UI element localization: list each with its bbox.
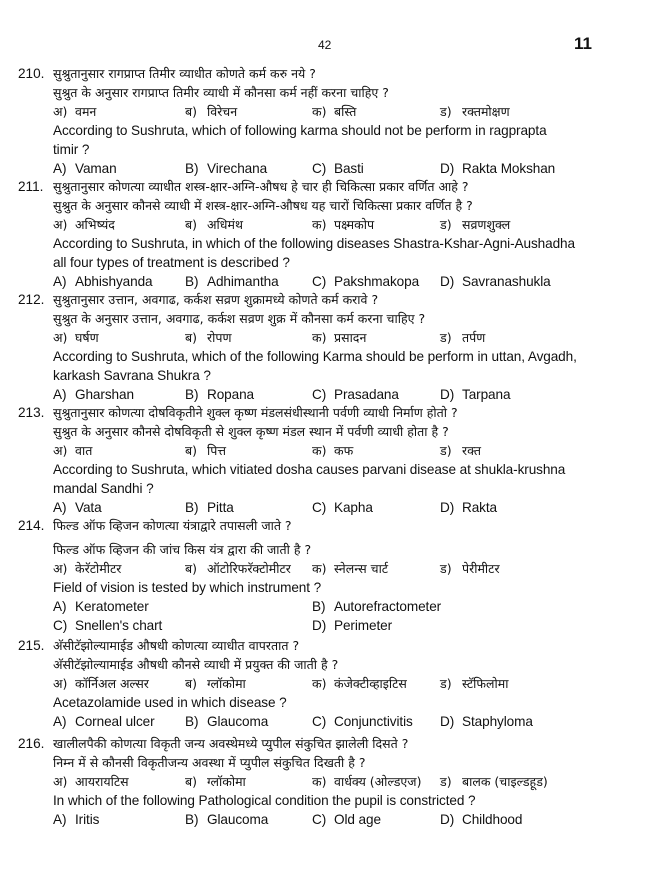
question-marathi: अ‍ॅसीटॅझोल्यामाईड औषधी कोणत्या व्याधीत वापरतात ?	[53, 638, 300, 653]
english-option	[185, 498, 234, 517]
question-english: According to Sushruta, which of the following Karma should be perform in uttan, Avgadh,	[53, 349, 577, 364]
question-english: In which of the following Pathological condition the pupil is constricted ?	[53, 793, 476, 808]
english-option	[440, 810, 522, 829]
english-option	[440, 385, 510, 404]
english-option	[312, 616, 392, 635]
option-text: Childhood	[462, 812, 523, 827]
hindi-option	[53, 328, 99, 347]
option-label: ड)	[440, 561, 452, 576]
option-text: पित्त	[207, 443, 226, 458]
option-label: क)	[312, 330, 327, 345]
question-english: Field of vision is tested by which instrument ?	[53, 580, 322, 595]
option-text: Keratometer	[75, 599, 149, 614]
english-option	[53, 385, 134, 404]
option-text: स्टॅफिलोमा	[462, 676, 509, 691]
option-text: Rakta	[462, 500, 498, 515]
hindi-option	[312, 102, 356, 121]
option-text: बालक (चाइल्डहूड)	[462, 774, 548, 789]
hindi-option	[53, 772, 129, 791]
option-label: ड)	[440, 330, 452, 345]
english-option	[185, 712, 268, 731]
option-label: अ)	[53, 676, 68, 691]
option-text: Snellen's chart	[75, 618, 163, 633]
option-label: ड)	[440, 443, 452, 458]
english-option	[312, 385, 399, 404]
option-text: केरॅटोमीटर	[75, 561, 122, 576]
option-label: A)	[53, 274, 67, 289]
option-text: Pakshmakopa	[334, 274, 420, 289]
option-text: Adhimantha	[207, 274, 279, 289]
question-hindi: निम्न में से कौनसी विकृतीजन्य अवस्था में प्युपील संकुचित दिखती है ?	[53, 755, 366, 770]
option-label: अ)	[53, 443, 68, 458]
option-label: क)	[312, 443, 327, 458]
hindi-option	[440, 102, 510, 121]
option-text: रक्तमोक्षण	[462, 104, 510, 119]
option-text: सव्रणशुक्ल	[462, 217, 511, 232]
option-label: ब)	[185, 561, 198, 576]
option-text: आयरायटिस	[75, 774, 129, 789]
hindi-option	[440, 559, 500, 578]
option-text: ऑटोरिफरॅक्टोमीटर	[207, 561, 291, 576]
question-marathi: सुश्रुतानुसार कोणत्या व्याधीत शस्त्र-क्षार-अग्नि-औषध हे चार ही चिकित्सा प्रकार वर्णित आहे ?	[53, 179, 469, 194]
question-hindi: अ‍ॅसीटॅझोल्यामाईड औषधी कौनसे व्याधी में प्रयुक्त की जाती है ?	[53, 657, 339, 672]
option-label: B)	[185, 714, 199, 729]
hindi-option	[312, 441, 353, 460]
english-option	[440, 272, 551, 291]
english-option	[53, 712, 155, 731]
english-option	[185, 810, 268, 829]
question-number: 211.	[18, 179, 44, 194]
option-text: Savranashukla	[462, 274, 551, 289]
question-english: According to Sushruta, in which of the following diseases Shastra-Kshar-Agni-Aushadha	[53, 236, 575, 251]
option-label: D)	[440, 714, 455, 729]
page-number: 42	[318, 38, 332, 52]
option-text: Gharshan	[75, 387, 134, 402]
english-option	[440, 498, 497, 517]
option-label: B)	[185, 500, 199, 515]
question-english: According to Sushruta, which vitiated dosha causes parvani disease at shukla-krushna	[53, 462, 566, 477]
hindi-option	[53, 559, 121, 578]
option-text: विरेचन	[207, 104, 238, 119]
option-label: ड)	[440, 676, 452, 691]
option-text: रक्त	[462, 443, 481, 458]
question-marathi: सुश्रुतानुसार उत्तान, अवगाढ, कर्कश सव्रण शुक्रामध्ये कोणते कर्म करावे ?	[53, 292, 379, 307]
option-label: क)	[312, 561, 327, 576]
option-label: C)	[312, 714, 327, 729]
option-text: अधिमंथ	[207, 217, 243, 232]
option-label: A)	[53, 387, 67, 402]
hindi-option	[185, 328, 232, 347]
option-label: B)	[312, 599, 326, 614]
option-label: ब)	[185, 676, 198, 691]
option-label: D)	[440, 812, 455, 827]
hindi-option	[185, 559, 291, 578]
hindi-option	[440, 441, 481, 460]
question-english: Acetazolamide used in which disease ?	[53, 695, 287, 710]
english-option	[185, 159, 267, 178]
option-label: A)	[53, 161, 67, 176]
option-label: क)	[312, 104, 327, 119]
hindi-option	[440, 328, 485, 347]
option-label: C)	[53, 618, 68, 633]
option-label: A)	[53, 714, 67, 729]
option-text: Vaman	[75, 161, 117, 176]
english-option	[312, 159, 364, 178]
option-text: Pitta	[207, 500, 234, 515]
option-text: Perimeter	[334, 618, 393, 633]
hindi-option	[53, 441, 92, 460]
english-option	[53, 272, 153, 291]
series-number: 11	[574, 34, 592, 53]
option-text: रोपण	[207, 330, 232, 345]
option-label: D)	[312, 618, 327, 633]
option-label: B)	[185, 161, 199, 176]
hindi-option	[312, 674, 407, 693]
option-label: ब)	[185, 104, 198, 119]
english-option	[440, 712, 533, 731]
hindi-option	[185, 772, 246, 791]
option-text: Old age	[334, 812, 381, 827]
option-label: D)	[440, 274, 455, 289]
option-text: कॉर्निअल अल्सर	[75, 676, 149, 691]
option-text: Kapha	[334, 500, 373, 515]
hindi-option	[53, 674, 149, 693]
option-text: वात	[75, 443, 93, 458]
option-text: Iritis	[75, 812, 100, 827]
hindi-option	[53, 215, 115, 234]
english-option	[312, 272, 419, 291]
question-hindi: सुश्रुत के अनुसार रागप्राप्त तिमीर व्याधी में कौनसा कर्म नहीं करना चाहिए ?	[53, 85, 389, 100]
english-option	[440, 159, 555, 178]
question-english: karkash Savrana Shukra ?	[53, 368, 211, 383]
question-english: timir ?	[53, 142, 90, 157]
option-label: C)	[312, 500, 327, 515]
question-number: 213.	[18, 405, 45, 420]
question-number: 216.	[18, 736, 45, 751]
option-label: अ)	[53, 217, 68, 232]
option-text: घर्षण	[75, 330, 99, 345]
option-text: ग्लॉकोमा	[207, 676, 246, 691]
option-label: A)	[53, 599, 67, 614]
option-label: A)	[53, 500, 67, 515]
option-label: C)	[312, 161, 327, 176]
question-marathi: सुश्रुतानुसार रागप्राप्त तिमीर व्याधीत कोणते कर्म करु नये ?	[53, 66, 316, 81]
option-text: वार्धक्य (ओल्डएज)	[334, 774, 422, 789]
option-text: Glaucoma	[207, 714, 269, 729]
option-label: C)	[312, 387, 327, 402]
option-text: Conjunctivitis	[334, 714, 413, 729]
option-text: Vata	[75, 500, 102, 515]
question-number: 210.	[18, 66, 45, 81]
english-option	[53, 810, 99, 829]
english-option	[53, 159, 117, 178]
option-text: प्रसादन	[334, 330, 367, 345]
option-label: ब)	[185, 774, 198, 789]
option-label: D)	[440, 387, 455, 402]
option-text: ग्लॉकोमा	[207, 774, 246, 789]
option-label: ब)	[185, 217, 198, 232]
option-text: Abhishyanda	[75, 274, 153, 289]
option-label: A)	[53, 812, 67, 827]
option-label: B)	[185, 387, 199, 402]
hindi-option	[312, 328, 366, 347]
option-text: Staphyloma	[462, 714, 533, 729]
question-hindi: सुश्रुत के अनुसार कौनसे व्याधी में शस्त्र-क्षार-अग्नि-औषध यह चारों चिकित्सा प्रकार वर्णित है ?	[53, 198, 473, 213]
english-option	[312, 712, 413, 731]
option-label: C)	[312, 274, 327, 289]
hindi-option	[440, 674, 508, 693]
option-label: अ)	[53, 561, 68, 576]
option-label: क)	[312, 774, 327, 789]
option-text: Rakta Mokshan	[462, 161, 556, 176]
english-option	[312, 597, 441, 616]
option-text: Prasadana	[334, 387, 399, 402]
option-label: ड)	[440, 774, 452, 789]
option-text: Autorefractometer	[334, 599, 442, 614]
question-number: 214.	[18, 518, 45, 533]
question-hindi: फिल्ड ऑफ व्हिजन की जांच किस यंत्र द्वारा की जाती है ?	[53, 542, 312, 557]
english-option	[312, 498, 373, 517]
english-option	[185, 385, 254, 404]
question-english: all four types of treatment is described ?	[53, 255, 290, 270]
option-text: वमन	[75, 104, 97, 119]
option-text: Ropana	[207, 387, 255, 402]
hindi-option	[312, 559, 388, 578]
hindi-option	[440, 772, 548, 791]
hindi-option	[53, 102, 96, 121]
english-option	[53, 597, 149, 616]
option-label: D)	[440, 500, 455, 515]
option-text: Tarpana	[462, 387, 511, 402]
hindi-option	[312, 215, 374, 234]
option-text: Virechana	[207, 161, 268, 176]
english-option	[53, 498, 102, 517]
question-marathi: फिल्ड ऑफ व्हिजन कोणत्या यंत्राद्वारे तपासली जाते ?	[53, 518, 292, 533]
option-label: क)	[312, 217, 327, 232]
option-text: Glaucoma	[207, 812, 269, 827]
question-hindi: सुश्रुत के अनुसार उत्तान, अवगाढ, कर्कश सव्रण शुक्र में कौनसा कर्म करना चाहिए ?	[53, 311, 426, 326]
option-label: C)	[312, 812, 327, 827]
hindi-option	[185, 674, 246, 693]
option-text: पेरीमीटर	[462, 561, 500, 576]
english-option	[53, 616, 162, 635]
option-label: अ)	[53, 104, 68, 119]
english-option	[185, 272, 279, 291]
question-hindi: सुश्रुत के अनुसार कौनसे दोषविकृती से शुक्ल कृष्ण मंडल स्थान में पर्वणी व्याधी होता है ?	[53, 424, 449, 439]
option-label: ब)	[185, 443, 198, 458]
option-label: B)	[185, 274, 199, 289]
option-label: अ)	[53, 330, 68, 345]
question-english: According to Sushruta, which of following karma should not be perform in ragprapta	[53, 123, 547, 138]
question-english: mandal Sandhi ?	[53, 481, 154, 496]
option-text: बस्ति	[334, 104, 357, 119]
option-text: पक्ष्मकोप	[334, 217, 375, 232]
option-label: B)	[185, 812, 199, 827]
option-text: Basti	[334, 161, 364, 176]
hindi-option	[185, 441, 226, 460]
question-marathi: सुश्रुतानुसार कोणत्या दोषविकृतीने शुक्ल कृष्ण मंडलसंधीस्थानी पर्वणी व्याधी निर्माण होतो ?	[53, 405, 458, 420]
option-label: ड)	[440, 104, 452, 119]
question-marathi: खालीलपैकी कोणत्या विकृती जन्य अवस्थेमध्ये प्युपील संकुचित झालेली दिसते ?	[53, 736, 409, 751]
option-text: Corneal ulcer	[75, 714, 155, 729]
option-text: अभिष्यंद	[75, 217, 115, 232]
hindi-option	[185, 102, 237, 121]
option-label: अ)	[53, 774, 68, 789]
option-text: स्नेलन्स चार्ट	[334, 561, 389, 576]
question-number: 215.	[18, 638, 45, 653]
hindi-option	[185, 215, 243, 234]
hindi-option	[440, 215, 510, 234]
option-text: तर्पण	[462, 330, 486, 345]
option-label: D)	[440, 161, 455, 176]
option-label: ब)	[185, 330, 198, 345]
option-label: ड)	[440, 217, 452, 232]
option-text: कफ	[334, 443, 354, 458]
question-number: 212.	[18, 292, 45, 307]
english-option	[312, 810, 381, 829]
hindi-option	[312, 772, 421, 791]
option-text: कंजेक्टीव्हाइटिस	[334, 676, 407, 691]
option-label: क)	[312, 676, 327, 691]
